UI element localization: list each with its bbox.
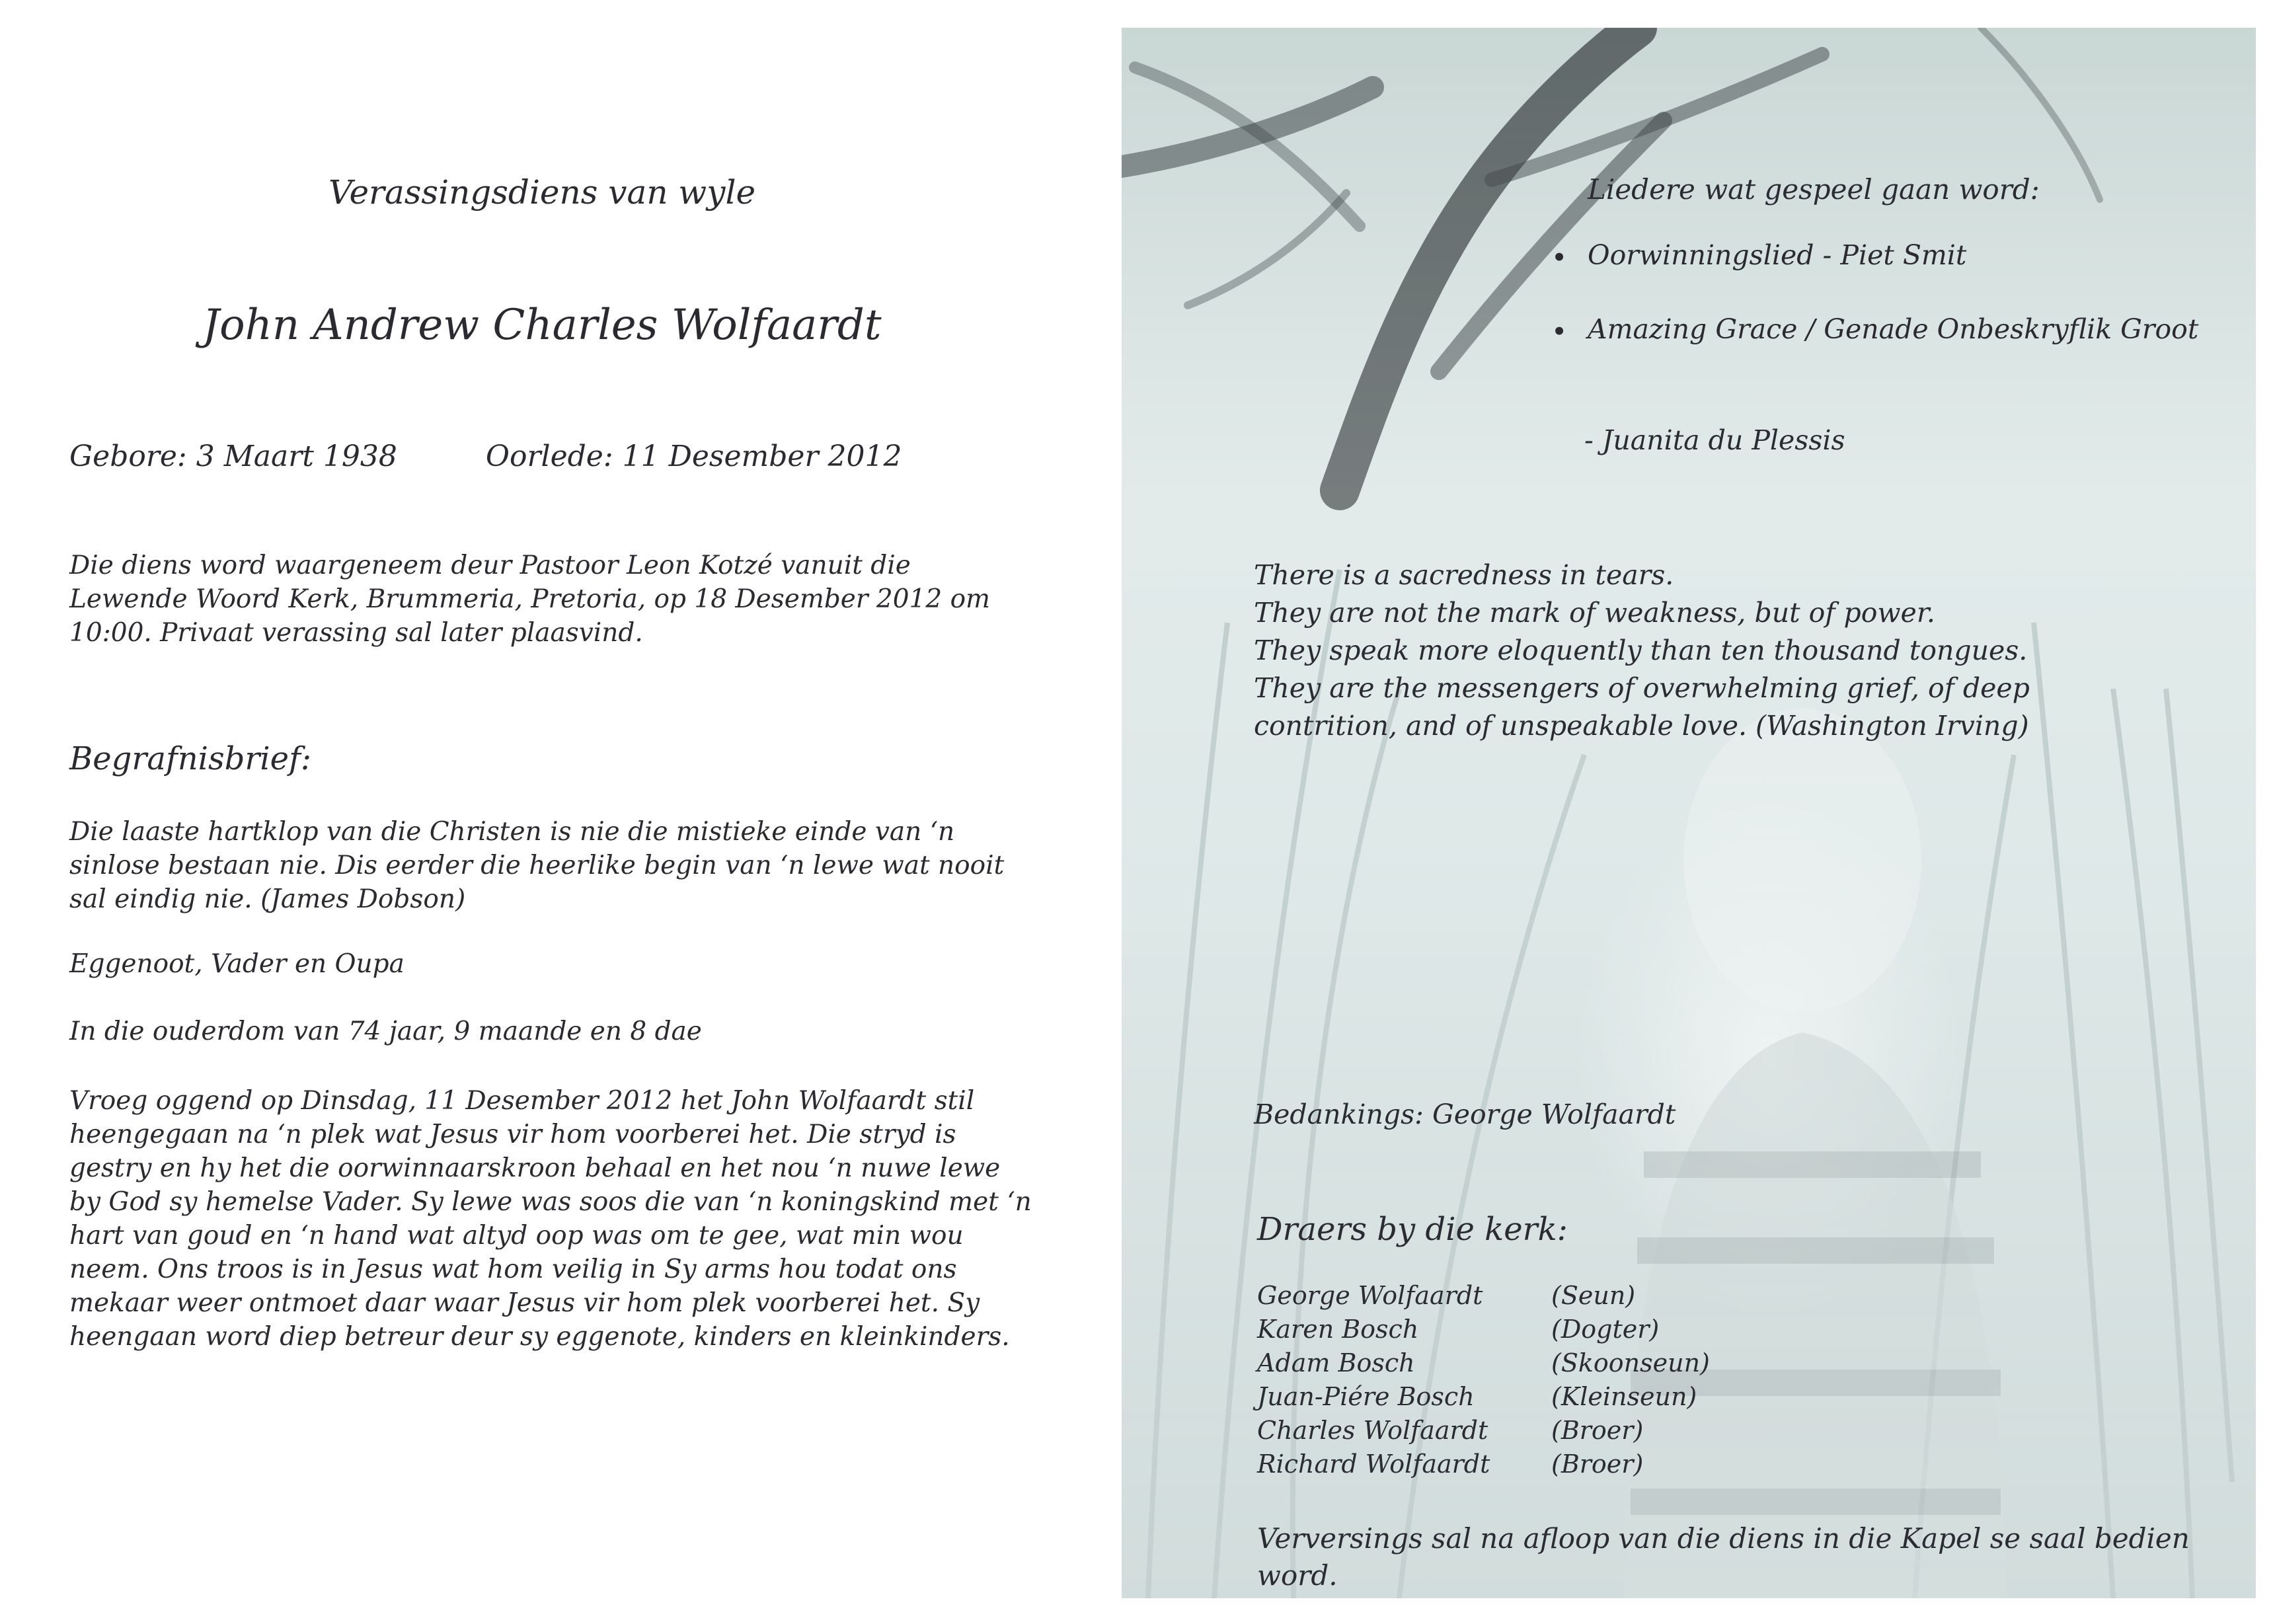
- bearer-name: Charles Wolfaardt: [1257, 1416, 1488, 1445]
- obituary-story: Vroeg oggend op Dinsdag, 11 Desember 2012 het John Wolfaardt stil heengegaan na ‘n plek wat Jesus vir hom voorberei het. Die stryd is gestry en hy het die oorwinnaarskroon behaal en het nou ‘n nuwe lewe by God sy hemelse Vader. Sy lewe was soos die van ‘n koningskind met ‘n hart van goud en ‘n hand wat altyd oop was om te gee, wat min wou neem. Ons troos is in Jesus wat hom veilig in Sy arms hou todat ons mekaar weer ontmoet daar waar Jesus vir hom plek voorberei het. Sy heengaan word diep betreur deur sy eggenote, kinders en kleinkinders.: [69, 1086, 1032, 1352]
- irving-poem: [1254, 557, 2030, 745]
- song-credit: - Juanita du Plessis: [1584, 424, 1845, 456]
- song-item: [1545, 313, 2198, 387]
- left-page: [0, 0, 1117, 1624]
- letter-heading: Begrafnisbrief:: [69, 740, 311, 777]
- bearer-row: [1257, 1313, 1710, 1346]
- poem-line: They are not the mark of weakness, but of power.: [1254, 597, 1935, 629]
- bearers-heading: Draers by die kerk:: [1257, 1211, 1568, 1248]
- death-date: Oorlede: 11 Desember 2012: [485, 440, 902, 473]
- thanks-line: Bedankings: George Wolfaardt: [1254, 1099, 1676, 1130]
- bearer-relation: (Dogter): [1551, 1315, 1660, 1344]
- bearer-relation: (Broer): [1551, 1450, 1644, 1479]
- bearer-row: [1257, 1380, 1710, 1414]
- dates-row: [69, 440, 902, 473]
- bearer-relation: (Skoonseun): [1551, 1348, 1710, 1377]
- bearers-list: [1257, 1279, 1710, 1481]
- deceased-name: John Andrew Charles Wolfaardt: [202, 301, 882, 350]
- bearer-relation: (Broer): [1551, 1416, 1644, 1445]
- bearer-name: Karen Bosch: [1257, 1315, 1419, 1344]
- song-item: [1545, 239, 2198, 313]
- bearer-name: Juan-Piére Bosch: [1257, 1382, 1475, 1411]
- intro-title: Verassingsdiens van wyle: [328, 173, 756, 212]
- bearer-name: George Wolfaardt: [1257, 1281, 1483, 1310]
- songs-heading: Liedere wat gespeel gaan word:: [1588, 173, 2040, 206]
- song-list: [1545, 239, 2198, 387]
- birth-date: Gebore: 3 Maart 1938: [69, 440, 397, 473]
- bearer-relation: (Seun): [1551, 1281, 1636, 1310]
- bullet-icon: •: [1551, 316, 1568, 348]
- poem-line: contrition, and of unspeakable love. (Washington Irving): [1254, 710, 2029, 742]
- poem-line: They are the messengers of overwhelming grief, of deep: [1254, 672, 2030, 704]
- bearer-name: Richard Wolfaardt: [1257, 1450, 1490, 1479]
- family-roles: Eggenoot, Vader en Oupa: [69, 949, 405, 979]
- bearer-row: [1257, 1346, 1710, 1380]
- age-line: In die ouderdom van 74 jaar, 9 maande en 8 dae: [69, 1017, 702, 1046]
- bearer-row: [1257, 1279, 1710, 1313]
- song-title: Amazing Grace / Genade Onbeskryflik Groot: [1588, 313, 2199, 345]
- bearer-relation: (Kleinseun): [1551, 1382, 1697, 1411]
- song-title: Oorwinningslied - Piet Smit: [1588, 239, 1967, 271]
- poem-line: There is a sacredness in tears.: [1254, 559, 1674, 591]
- right-page: [1122, 28, 2256, 1598]
- bearer-name: Adam Bosch: [1257, 1348, 1415, 1377]
- bullet-icon: •: [1551, 242, 1568, 274]
- service-paragraph: Die diens word waargeneem deur Pastoor Leon Kotzé vanuit die Lewende Woord Kerk, Brummeria, Pretoria, op 18 Desember 2012 om 10:00. Privaat verassing sal later plaasvind.: [69, 551, 991, 648]
- poem-line: They speak more eloquently than ten thousand tongues.: [1254, 635, 2028, 666]
- dobson-quote: Die laaste hartklop van die Christen is nie die mistieke einde van ‘n sinlose bestaan nie. Dis eerder die heerlike begin van ‘n lewe wat nooit sal eindig nie. (James Dobson): [69, 817, 1005, 914]
- bearer-row: [1257, 1414, 1710, 1448]
- refreshments-note: Verversings sal na afloop van die diens in die Kapel se saal bedien word.: [1257, 1522, 2190, 1592]
- bearer-row: [1257, 1448, 1710, 1481]
